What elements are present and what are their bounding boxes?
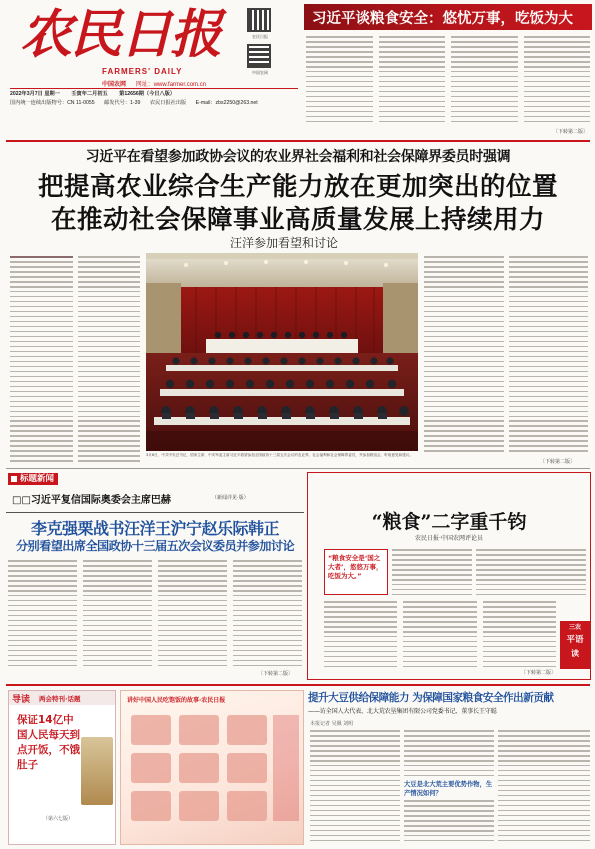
lead-subhead: 汪洋参加看望和讨论 <box>230 236 339 250</box>
soy-text-left <box>310 730 400 844</box>
lead-continued: 〔下转第二版〕 <box>540 459 576 465</box>
commentary-box <box>307 472 591 680</box>
commentary-text-b <box>476 549 586 597</box>
lead-text-left <box>10 256 140 468</box>
qr-caption-1: 农民日报 <box>252 34 268 39</box>
lead-photo[interactable] <box>146 253 418 451</box>
guide-headline[interactable]: 保证14亿中国人民每天到点开饭，不饿肚子 <box>17 714 80 771</box>
soy-subhead: ——访全国人大代表、北大荒农垦集团有限公司党委书记、董事长王守聪 <box>308 708 497 715</box>
lead-kicker: 习近平在看望参加政协会议的农业界社会福利和社会保障界委员时强调 <box>85 149 511 165</box>
li-story-continued: 〔下转第二版〕 <box>258 671 294 677</box>
commentary-title[interactable]: “粮食”二字重千钧 <box>371 511 527 533</box>
soy-text-mid <box>404 730 494 778</box>
label-icon <box>11 476 17 482</box>
commentary-continued: 〔下转第二版〕 <box>520 670 556 676</box>
meeting-photo-illustration <box>146 253 418 451</box>
guide-header <box>9 691 115 705</box>
soy-question: 大豆是北大荒主要优势作物，生产情况如何？ <box>404 781 493 797</box>
qr-code-2 <box>247 44 271 68</box>
guide-section: 两会特刊·话题 <box>39 695 81 703</box>
sannong-badge[interactable]: 三农 平语 读 <box>560 621 590 669</box>
soy-text-right <box>498 730 590 844</box>
commentary-quote: “粮食安全是‘国之大者’，悠悠万事，吃饭为大。” <box>328 554 383 580</box>
top-feature-title[interactable]: 习近平谈粮食安全：悠忧万事，吃饭为大 <box>312 11 573 27</box>
top-feature <box>304 4 592 137</box>
lead-headline-2[interactable]: 在推动社会保障事业高质量发展上持续用力 <box>50 205 545 235</box>
top-feature-text <box>306 36 590 128</box>
masthead-org: 中国农网 <box>102 82 127 88</box>
soy-headline[interactable]: 提升大豆供给保障能力 为保障国家粮食安全作出新贡献 <box>308 692 554 704</box>
publisher: 农民日报社出版 <box>149 100 187 106</box>
post-code: 邮发代号：1-39 <box>104 100 141 106</box>
issue-number: 第12656期（今日八版） <box>119 91 176 97</box>
top-feature-continued: 〔下转第二版〕 <box>552 129 588 135</box>
headline-news-label: 标题新闻 <box>8 473 58 485</box>
commentary-byline: 农民日报·中国农网评论员 <box>415 535 483 542</box>
commentary-quote-box <box>324 549 388 595</box>
email: E-mail：zbs2250@263.net <box>195 100 258 106</box>
masthead-english: FARMERS' DAILY <box>102 67 183 76</box>
ad-text: 讲好中国人民吃饱饭的故事·农民日报 <box>127 697 226 704</box>
cn-number: 国内统一连续出版物号：CN 11-0055 <box>10 100 95 106</box>
li-story-headline-2[interactable]: 分别看望出席全国政协十三届五次会议委员并参加讨论 <box>15 539 295 553</box>
headline-news-note: （新闻详见·版） <box>212 495 249 501</box>
guide-image <box>81 737 113 805</box>
soy-byline: 本报记者 吴佩 刘明 <box>310 721 354 727</box>
qr-code-1 <box>247 8 271 32</box>
qr-caption-2: 中国农网 <box>252 70 268 75</box>
lead-text-right <box>424 256 588 456</box>
guide-page: （第六七版） <box>43 816 74 822</box>
issue-date: 2022年3月7日 星期一 <box>10 91 60 97</box>
guide-box <box>8 690 116 845</box>
masthead-url: 网址：www.farmer.com.cn <box>135 82 207 88</box>
commentary-text-c <box>324 601 556 673</box>
lead-headline-1[interactable]: 把提高农业综合生产能力放在更加突出的位置 <box>37 172 558 202</box>
headline-news-box <box>8 471 302 509</box>
guide-label: 导读 <box>12 695 31 705</box>
lead-photo-caption: 3月6日，中共中央总书记、国家主席、中央军委主席习近平看望参加全国政协十三届五次会议的农业界、社会福利和社会保障界委员，并参加联组会，听取意见和建议。 <box>146 453 413 457</box>
li-story-headline-1[interactable]: 李克强栗战书汪洋王沪宁赵乐际韩正 <box>30 519 279 538</box>
li-story-text <box>8 560 302 670</box>
ad-illustration <box>121 705 304 845</box>
masthead-title: 农民日报 <box>20 4 221 65</box>
headline-news-item[interactable]: □□习近平复信国际奥委会主席巴赫 <box>12 495 171 506</box>
commentary-text-a <box>392 549 472 597</box>
advertisement[interactable] <box>120 690 304 845</box>
soy-text-mid-2 <box>404 800 494 844</box>
lunar-date: 壬寅年二月初五 <box>71 91 108 97</box>
